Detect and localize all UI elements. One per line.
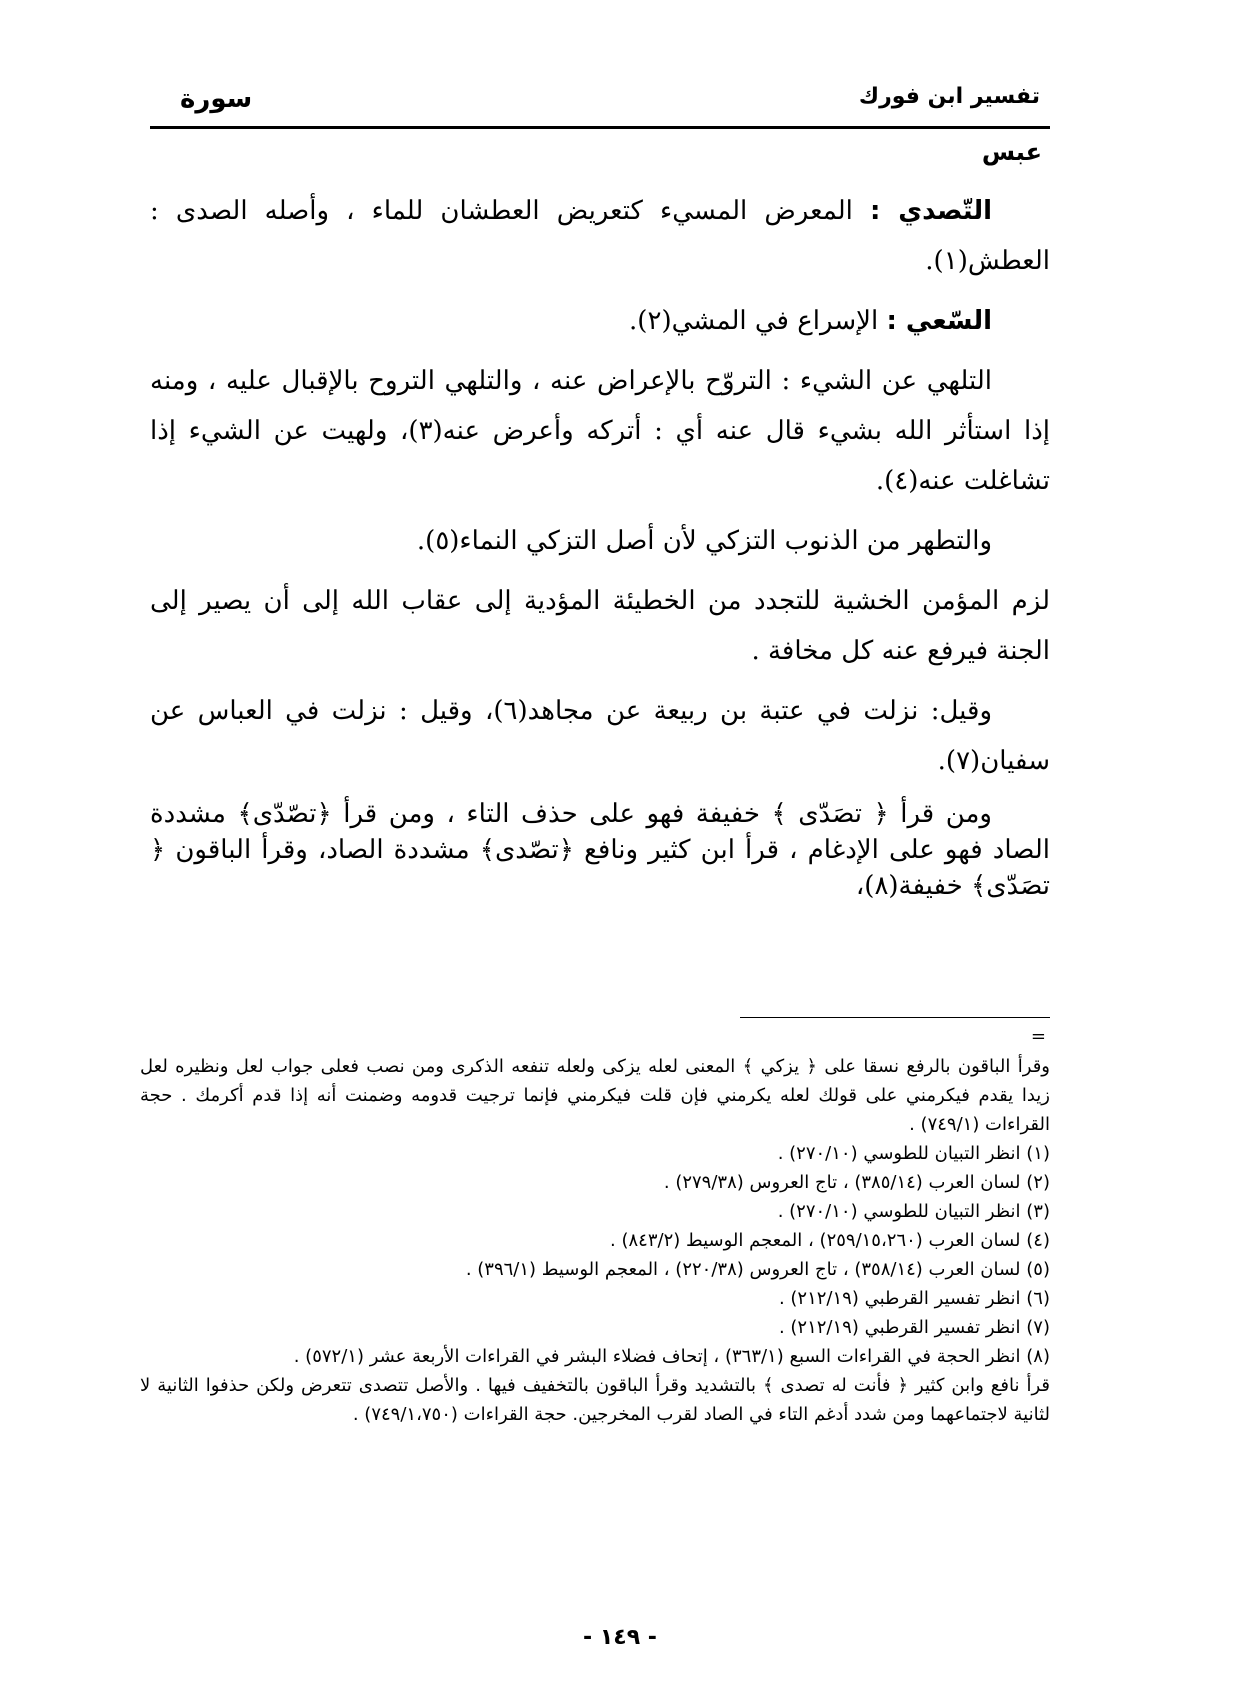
footnote-3: (٣) انظر التبيان للطوسي (٢٧٠/١٠) .	[777, 1201, 1050, 1222]
paragraph-saay	[150, 296, 1050, 346]
footnote-4: (٤) لسان العرب (٢٥٩/١٥،٢٦٠) ، المعجم الوسيط (٨٤٣/٢) .	[610, 1230, 1050, 1251]
running-header-book-title: تفسير ابن فورك	[858, 84, 1040, 109]
paragraph-talahhi: التلهي عن الشيء : التروّح بالإعراض عنه ، والتلهي التروح بالإقبال عليه ، ومنه إذا استأثر الله بشيء قال عنه أي : أتركه وأعرض عنه(٣)، ولهيت عن الشيء إذا تشاغلت عنه(٤).	[150, 366, 1050, 496]
footnote-5: (٥) لسان العرب (٣٥٨/١٤) ، تاج العروس (٢٢٠/٣٨) ، المعجم الوسيط (٣٩٦/١) .	[465, 1259, 1050, 1280]
paragraph-tatahhur: والتطهر من الذنوب التزكي لأن أصل التزكي النماء(٥).	[416, 526, 992, 556]
footnote-6: (٦) انظر تفسير القرطبي (٢١٢/١٩) .	[778, 1288, 1050, 1309]
definition-saay: الإسراع في المشي(٢).	[629, 306, 887, 336]
footnote-2: (٢) لسان العرب (٣٨٥/١٤) ، تاج العروس (٢٧٩/٣٨) .	[663, 1172, 1050, 1193]
paragraph-khashya: لزم المؤمن الخشية للتجدد من الخطيئة المؤدية إلى عقاب الله إلى أن يصير إلى الجنة فيرفع عنه كل مخافة .	[150, 586, 1050, 666]
footnote-divider	[740, 1017, 1050, 1018]
page-number: - ١٤٩ -	[583, 1625, 657, 1650]
footnote-continuation-mark: =	[1030, 1026, 1046, 1047]
footnote-7: (٧) انظر تفسير القرطبي (٢١٢/١٩) .	[778, 1317, 1050, 1338]
running-header-surah-label: سورة	[180, 84, 253, 114]
main-text	[150, 186, 1050, 914]
paragraph-tasaddi	[150, 186, 1050, 286]
footnote-8: (٨) انظر الحجة في القراءات السبع (٣٦٣/١) ، إتحاف فضلاء البشر في القراءات الأربعة عشر (٥٧٢/١) .	[293, 1346, 1050, 1367]
footnote-carry-over: وقرأ الباقون بالرفع نسقا على ﴿ يزكي ﴾ المعنى لعله يزكى ولعله تنفعه الذكرى ومن نصب فعلى جواب لعل ونظيره لعل زيدا يقدم فيكرمني على قولك لعله يكرمني فإن قلت فيكرمني فإنما ترجيت قدومه وضمنت أنه إذا قدم أكرمك . حجة القراءات (٧٤٩/١) .	[140, 1056, 1050, 1135]
footnotes	[140, 1052, 1050, 1429]
header-divider	[150, 126, 1050, 129]
term-saay: السّعي :	[886, 306, 992, 336]
surah-name: عبس	[981, 138, 1042, 166]
definition-tasaddi: المعرض المسيء كتعريض العطشان للماء ، وأصله الصدى : العطش(١).	[150, 196, 1050, 276]
paragraph-revelation: وقيل: نزلت في عتبة بن ربيعة عن مجاهد(٦)، وقيل : نزلت في العباس عن سفيان(٧).	[150, 696, 1050, 776]
paragraph-qiraat: ومن قرأ ﴿ تصَدّى ﴾ خفيفة فهو على حذف التاء ، ومن قرأ ﴿تصّدّى﴾ مشددة الصاد فهو على الإدغام ، قرأ ابن كثير ونافع ﴿تصّدى﴾ مشددة الصاد، وقرأ الباقون ﴿ تصَدّى﴾ خفيفة(٨)،	[150, 799, 1050, 901]
term-tasaddi: التّصدي :	[869, 196, 992, 226]
footnote-1: (١) انظر التبيان للطوسي (٢٧٠/١٠) .	[777, 1143, 1050, 1164]
footnote-trailing: قرأ نافع وابن كثير ﴿ فأنت له تصدى ﴾ بالتشديد وقرأ الباقون بالتخفيف فيها . والأصل تتصدى تتعرض ولكن حذفوا الثانية لا لثانية لاجتماعهما ومن شدد أدغم التاء في الصاد لقرب المخرجين. حجة القراءات (٧٤٩/١،٧٥٠) .	[140, 1375, 1050, 1425]
